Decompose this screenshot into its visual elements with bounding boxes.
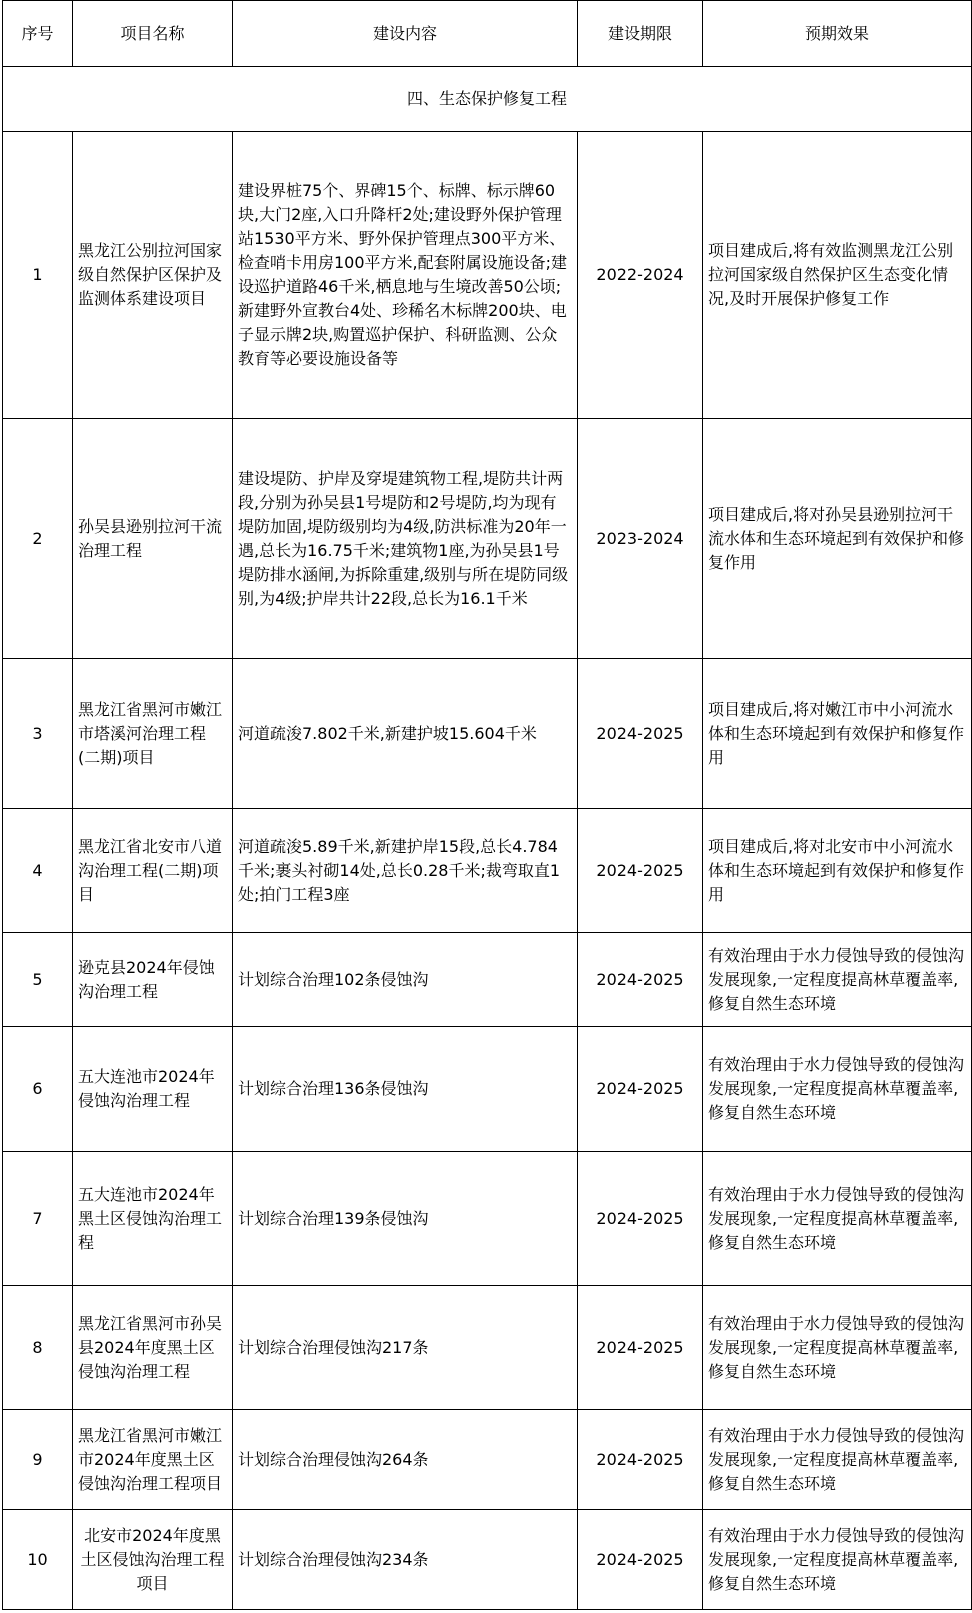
row-seq: 9 <box>3 1410 73 1510</box>
row-name: 黑龙江省北安市八道沟治理工程(二期)项目 <box>73 809 233 933</box>
row-content: 河道疏浚5.89千米,新建护岸15段,总长4.784千米;裹头衬砌14处,总长0.28千米;裁弯取直1处;拍门工程3座 <box>233 809 578 933</box>
table-row <box>3 1286 972 1410</box>
row-content: 计划综合治理侵蚀沟217条 <box>233 1286 578 1410</box>
row-name: 黑龙江省黑河市嫩江市塔溪河治理工程(二期)项目 <box>73 659 233 809</box>
row-period: 2022-2024 <box>578 132 703 419</box>
row-effect: 有效治理由于水力侵蚀导致的侵蚀沟发展现象,一定程度提高林草覆盖率,修复自然生态环境 <box>703 1027 972 1152</box>
header-name: 项目名称 <box>73 1 233 67</box>
row-name: 北安市2024年度黑土区侵蚀沟治理工程项目 <box>73 1510 233 1610</box>
row-effect: 有效治理由于水力侵蚀导致的侵蚀沟发展现象,一定程度提高林草覆盖率,修复自然生态环境 <box>703 1152 972 1286</box>
row-effect: 项目建成后,将有效监测黑龙江公别拉河国家级自然保护区生态变化情况,及时开展保护修复工作 <box>703 132 972 419</box>
row-period: 2024-2025 <box>578 809 703 933</box>
row-seq: 7 <box>3 1152 73 1286</box>
table-row <box>3 1410 972 1510</box>
row-content: 建设堤防、护岸及穿堤建筑物工程,堤防共计两段,分别为孙吴县1号堤防和2号堤防,均为现有堤防加固,堤防级别均为4级,防洪标准为20年一遇,总长为16.75千米;建筑物1座,为孙吴县1号堤防排水涵闸,为拆除重建,级别与所在堤防同级别,为4级;护岸共计22段,总长为16.1千米 <box>233 419 578 659</box>
row-content: 计划综合治理136条侵蚀沟 <box>233 1027 578 1152</box>
header-period: 建设期限 <box>578 1 703 67</box>
table-row <box>3 1510 972 1610</box>
table-row <box>3 659 972 809</box>
row-effect: 项目建成后,将对孙吴县逊别拉河干流水体和生态环境起到有效保护和修复作用 <box>703 419 972 659</box>
row-period: 2024-2025 <box>578 933 703 1027</box>
row-seq: 2 <box>3 419 73 659</box>
row-period: 2024-2025 <box>578 1286 703 1410</box>
header-effect: 预期效果 <box>703 1 972 67</box>
row-period: 2024-2025 <box>578 659 703 809</box>
row-period: 2024-2025 <box>578 1510 703 1610</box>
row-effect: 有效治理由于水力侵蚀导致的侵蚀沟发展现象,一定程度提高林草覆盖率,修复自然生态环境 <box>703 933 972 1027</box>
row-name: 黑龙江省黑河市孙吴县2024年度黑土区侵蚀沟治理工程 <box>73 1286 233 1410</box>
header-row <box>3 1 972 67</box>
row-period: 2024-2025 <box>578 1027 703 1152</box>
table-row <box>3 933 972 1027</box>
row-name: 黑龙江公别拉河国家级自然保护区保护及监测体系建设项目 <box>73 132 233 419</box>
row-period: 2024-2025 <box>578 1152 703 1286</box>
table-row <box>3 809 972 933</box>
row-seq: 1 <box>3 132 73 419</box>
row-effect: 有效治理由于水力侵蚀导致的侵蚀沟发展现象,一定程度提高林草覆盖率,修复自然生态环境 <box>703 1286 972 1410</box>
section-row <box>3 67 972 132</box>
row-period: 2024-2025 <box>578 1410 703 1510</box>
row-content: 计划综合治理102条侵蚀沟 <box>233 933 578 1027</box>
table-row <box>3 1027 972 1152</box>
table-row <box>3 419 972 659</box>
row-seq: 5 <box>3 933 73 1027</box>
row-effect: 项目建成后,将对北安市中小河流水体和生态环境起到有效保护和修复作用 <box>703 809 972 933</box>
row-name: 黑龙江省黑河市嫩江市2024年度黑土区侵蚀沟治理工程项目 <box>73 1410 233 1510</box>
row-seq: 4 <box>3 809 73 933</box>
row-content: 建设界桩75个、界碑15个、标牌、标示牌60块,大门2座,入口升降杆2处;建设野外保护管理站1530平方米、野外保护管理点300平方米、检查哨卡用房100平方米,配套附属设施设备;建设巡护道路46千米,栖息地与生境改善50公顷;新建野外宣教台4处、珍稀名木标牌200块、电子显示牌2块,购置巡护保护、科研监测、公众教育等必要设施设备等 <box>233 132 578 419</box>
table-row <box>3 1152 972 1286</box>
section-title: 四、生态保护修复工程 <box>3 67 972 132</box>
row-seq: 6 <box>3 1027 73 1152</box>
row-name: 逊克县2024年侵蚀沟治理工程 <box>73 933 233 1027</box>
project-table <box>2 0 972 1610</box>
row-seq: 3 <box>3 659 73 809</box>
row-content: 计划综合治理侵蚀沟264条 <box>233 1410 578 1510</box>
row-period: 2023-2024 <box>578 419 703 659</box>
row-seq: 10 <box>3 1510 73 1610</box>
row-effect: 有效治理由于水力侵蚀导致的侵蚀沟发展现象,一定程度提高林草覆盖率,修复自然生态环境 <box>703 1410 972 1510</box>
row-content: 计划综合治理139条侵蚀沟 <box>233 1152 578 1286</box>
header-seq: 序号 <box>3 1 73 67</box>
row-name: 五大连池市2024年侵蚀沟治理工程 <box>73 1027 233 1152</box>
row-seq: 8 <box>3 1286 73 1410</box>
row-effect: 有效治理由于水力侵蚀导致的侵蚀沟发展现象,一定程度提高林草覆盖率,修复自然生态环境 <box>703 1510 972 1610</box>
header-content: 建设内容 <box>233 1 578 67</box>
row-content: 计划综合治理侵蚀沟234条 <box>233 1510 578 1610</box>
row-content: 河道疏浚7.802千米,新建护坡15.604千米 <box>233 659 578 809</box>
row-name: 孙吴县逊别拉河干流治理工程 <box>73 419 233 659</box>
table-row <box>3 132 972 419</box>
row-name: 五大连池市2024年黑土区侵蚀沟治理工程 <box>73 1152 233 1286</box>
row-effect: 项目建成后,将对嫩江市中小河流水体和生态环境起到有效保护和修复作用 <box>703 659 972 809</box>
